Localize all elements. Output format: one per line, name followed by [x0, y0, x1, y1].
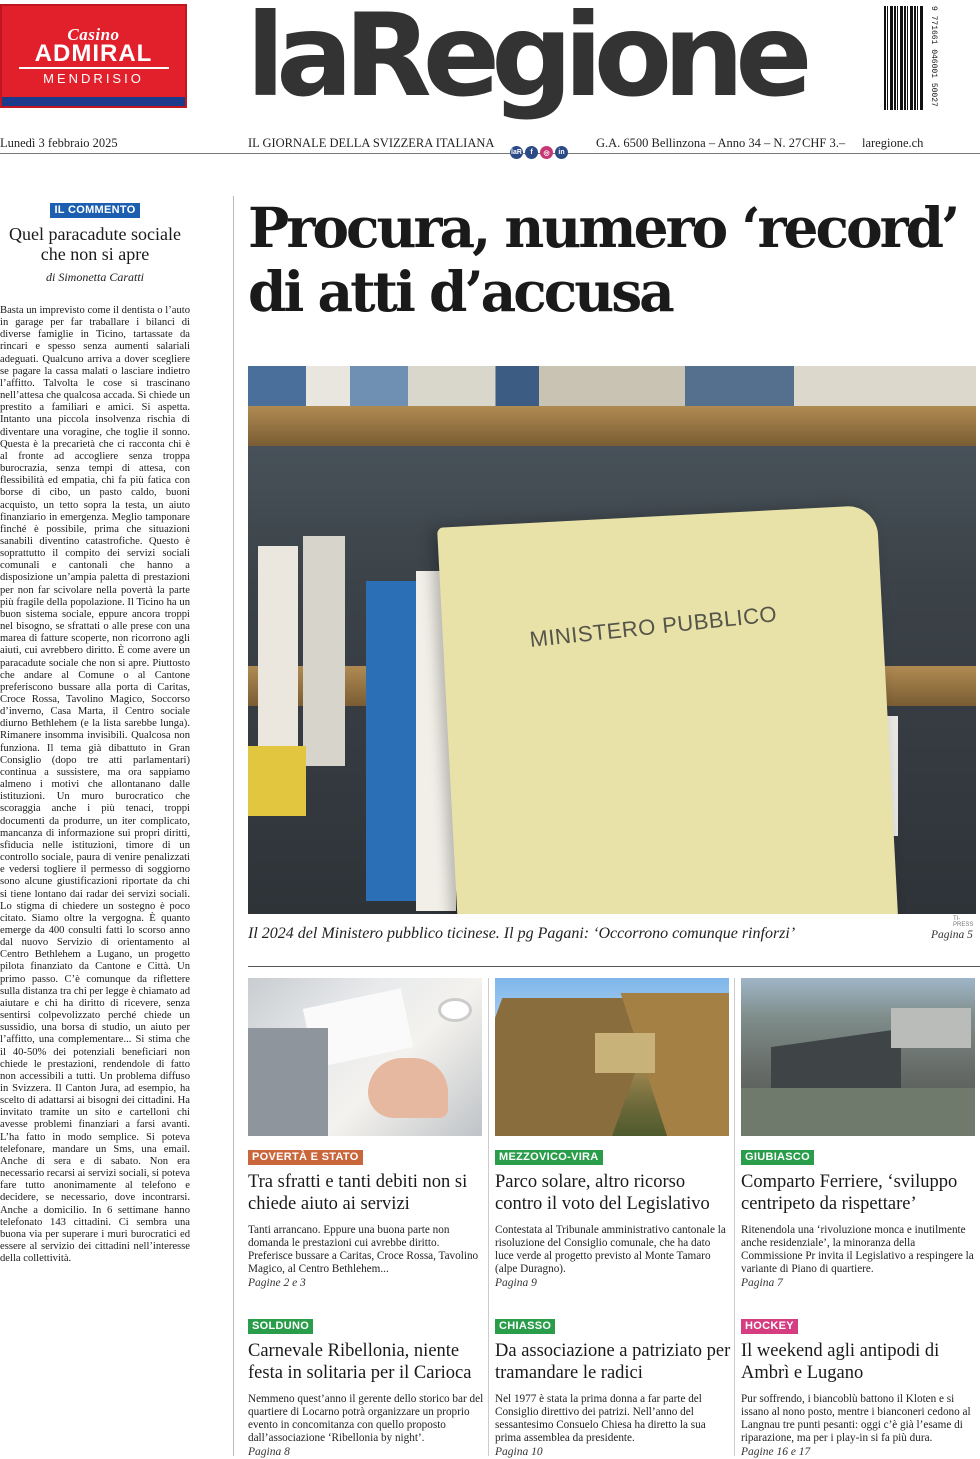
arm-shape [248, 1028, 328, 1136]
ad-divider [19, 67, 169, 69]
newspaper-logo[interactable]: laRegione [246, 0, 804, 122]
story-tag: HOCKEY [741, 1319, 798, 1334]
story-page[interactable]: Pagina 10 [495, 1446, 543, 1458]
story-page[interactable]: Pagina 9 [495, 1277, 537, 1289]
yellow-binder [248, 746, 306, 816]
issue-date: Lunedì 3 febbraio 2025 [0, 136, 118, 150]
folder-label: MINISTERO PUBBLICO [528, 601, 779, 653]
story-image-bills[interactable] [248, 978, 482, 1136]
story-title[interactable]: Parco solare, altro ricorso contro il voto del Legislativo [495, 1172, 710, 1214]
column-divider [488, 978, 489, 1456]
story-chiasso [495, 1316, 731, 1458]
blue-binder [366, 581, 416, 901]
story-image-mountain[interactable] [495, 978, 729, 1136]
comment-author: di Simonetta Caratti [45, 270, 144, 284]
building [891, 1008, 971, 1048]
hand-shape [368, 1058, 448, 1118]
binder [303, 536, 345, 766]
story-body: Ritenendola una ‘rivoluzione monca e inutilmente anche residenziale’, la minoranza della Commissione Pr invita il Legislativo a respingere la variante di Piano di quartiere. [741, 1224, 974, 1275]
comment-body: Basta un imprevisto come il dentista o l’auto in garage per far traballare i bilanci di diverse famiglie in Ticino, tartassate da rincari e spesso senza aumenti salariali adeguati. Qualcuno arriva a dover scegliere se pagare la cassa malati o lasciare indietro l’affitto. Talvolta le cose si trascinano nell’attesa che qualcosa accada. Si chiede un prestito a familiari e amici. Si aspetta. Intanto una piccola insolvenza rischia di diventare una voragine, che toglie il sonno. Questa è la precarietà che ci racconta chi è al fronte ad accogliere senza troppa burocrazia, senza tempi di attesa, con flessibilità ed empatia, chi fa più fatica con borse di cibo, un pasto caldo, buoni acquisto, un tetto sopra la testa, un aiuto finanziario in emergenza. Meglio tamponare finché è possibile, prima che situazioni sanabili diventino catastrofiche. Questo è soprattutto il compito dei servizi sociali comunali e cantonali che hanno a disposizione un’ampia paletta di prestazioni per non far scivolare nella povertà la parte più fragile della popolazione. Il Ticino ha un buon sistema sociale, eppure ancora troppi nel bisogno, se sfrattati o alle prese con una marea di fatture scoperte, non ricorrono agli aiuti, cui avrebbero diritto. È come avere un paracadute sociale che non si apre. Piuttosto che andare al Comune o al Cantone preferiscono bussare alla porta di Caritas, Croce Rossa, Tavolino Magico, Soccorso d’inverno, Casa Marta, il Centro sociale diurno Bethlehem (e la lista sarebbe lunga). Rimanere insomma invisibili. Qualcosa non funziona. Il tema già dibattuto in Gran Consiglio (dopo tre atti parlamentari) continua a sussistere, ma ora sappiamo almeno i motivi che allontanano dalle istituzioni. Un muro burocratico che scoraggia anche i più tenaci, troppi documenti da produrre, un iter complicato, mancanza di informazione sui propri diritti, sfiducia nelle istituzioni, timore di un controllo sociale, paura di venire penalizzati e vedersi togliere il permesso di soggiorno sono alcune giustificazioni riportate da chi si tiene lontano dai radar dei servizi sociali. Lo stigma di chiedere un sostegno è poco citato. Siamo oltre la vergogna. È quanto emerge da 400 consulti fatti lo scorso anno dal nuovo Servizio di orientamento al Centro Bethlehem a Lugano, un progetto pilota finanziato da Cantone e Città. Un primo passo. C’è comunque da riflettere sulla distanza tra chi per legge è chiamato ad aiutare e chi ha diritto di ricevere, senza sentirsi colpevolizzato perché chiede un sussidio, una borsa di studio, un aiuto per l’affitto, una complementare... Si stima che il 40-50% dei potenziali beneficiari non chiede le prestazioni, rendendole di fatto non accessibili a tutti. Un problema diffuso in Svizzera. Il Canton Jura, ad esempio, ha scelto di adattarsi ai bisogni dei cittadini. Ha invitato tramite un sito e cartellonì chi avesse problemi finanziari a farsi avanti. L’ha fatto in modo semplice. Si poteva telefonare, mandare un Sms, una email. Anche di sera e di sabato. Non era necessario recarsi ai servizi sociali, si poteva fare tutto anonimamente al telefono e decidere, se necessario, dove incontrarsi. Anche a domicilio. In 6 settimane hanno telefonato 143 cittadini. Ci sembra una buona via per superare i muri burocratici ed essere al servizio dei cittadini nell’interesse della collettività. [0, 305, 191, 1265]
masthead-rule [0, 153, 980, 154]
facebook-icon[interactable]: f [525, 146, 538, 159]
barcode [884, 6, 924, 110]
story-page[interactable]: Pagine 2 e 3 [248, 1277, 306, 1289]
tagline: IL GIORNALE DELLA SVIZZERA ITALIANA [248, 136, 495, 150]
lar-icon[interactable]: laR [510, 146, 523, 159]
story-mezzovico [495, 1147, 731, 1289]
section-rule [248, 966, 980, 967]
story-tag: CHIASSO [495, 1319, 555, 1334]
main-headline[interactable]: Procura, numero ‘record’ di atti d’accusa [248, 195, 958, 324]
story-tag: GIUBIASCO [741, 1150, 814, 1165]
story-tag: SOLDUNO [248, 1319, 313, 1334]
binder [258, 546, 298, 746]
story-giubiasco [741, 1147, 977, 1289]
price: CHF 3.– [802, 136, 846, 150]
story-hockey [741, 1316, 977, 1458]
website-link[interactable]: laregione.ch [862, 136, 924, 150]
story-tag: MEZZOVICO-VIRA [495, 1150, 603, 1165]
caption-page[interactable]: Pagina 5 [931, 929, 973, 941]
shelf [248, 406, 976, 446]
column-divider [734, 978, 735, 1456]
story-page[interactable]: Pagina 8 [248, 1446, 290, 1458]
ministero-folder [437, 505, 899, 914]
valley [595, 1033, 655, 1073]
story-page[interactable]: Pagine 16 e 17 [741, 1446, 811, 1458]
comment-tag: IL COMMENTO [50, 203, 139, 218]
story-title[interactable]: Tra sfratti e tanti debiti non si chiede aiuto ai servizi [248, 1172, 468, 1214]
comment-title[interactable]: Quel paracadute sociale che non si apre [9, 224, 181, 264]
ground [741, 1088, 975, 1136]
photo-credit: TI-PRESS [953, 916, 974, 928]
story-tag: POVERTÀ E STATO [248, 1150, 363, 1165]
main-photo[interactable] [248, 366, 976, 914]
instagram-icon[interactable]: ◎ [540, 146, 553, 159]
issue-info: G.A. 6500 Bellinzona – Anno 34 – N. 27 [596, 136, 802, 150]
books-top [248, 366, 976, 406]
story-body: Nemmeno quest’anno il gerente dello storico bar del quartiere di Locarno potrà organizzare un proprio evento in concomitanza con quello proposto dall’associazione ‘Ribellonia by night’. [248, 1393, 484, 1444]
story-title[interactable]: Carnevale Ribellonia, niente festa in solitaria per il Carioca [248, 1341, 472, 1383]
social-links [510, 146, 568, 159]
story-page[interactable]: Pagina 7 [741, 1277, 783, 1289]
column-divider [233, 196, 234, 1456]
barcode-number: 9 771661 046001 50027 [929, 6, 938, 107]
ad-admiral-text: ADMIRAL [34, 39, 153, 67]
story-body: Pur soffrendo, i biancoblù battono il Kloten e si issano al nono posto, mentre i bianconeri cedono al Langnau tre punti pesanti: oggi c’è già l’esame di riparazione, ma per i play-in si fa più dura. [741, 1393, 971, 1444]
story-body: Nel 1977 è stata la prima donna a far parte del Consiglio direttivo dei patrizi. Nell’anno del sessantesimo Consuelo Chiesa ha diretto la sua prima assemblea da presidente. [495, 1393, 706, 1444]
story-body: Contestata al Tribunale amministrativo cantonale la risoluzione del Consiglio comunale, che ha dato luce verde al progetto previsto al Monte Tamaro (alpe Duragno). [495, 1224, 726, 1275]
linkedin-icon[interactable]: in [555, 146, 568, 159]
casino-admiral-ad[interactable] [0, 4, 187, 108]
story-solduno [248, 1316, 484, 1458]
ad-blue-band [2, 97, 185, 106]
story-title[interactable]: Il weekend agli antipodi di Ambrì e Lugano [741, 1341, 940, 1383]
story-title[interactable]: Da associazione a patriziato per tramandare le radici [495, 1341, 731, 1383]
ad-casino-text: Casino [67, 24, 120, 44]
ad-mendrisio-text: MENDRISIO [43, 70, 144, 86]
story-title[interactable]: Comparto Ferriere, ‘sviluppo centripeto da rispettare’ [741, 1172, 958, 1214]
story-body: Tanti arrancano. Eppure una buona parte non domanda le prestazioni cui avrebbe diritto. Preferisce bussare a Caritas, Croce Rossa, Tavolino Magico, al Centro Bethlehem... [248, 1224, 479, 1275]
story-image-industrial[interactable] [741, 978, 975, 1136]
comment-column [0, 196, 190, 1265]
photo-caption: Il 2024 del Ministero pubblico ticinese. Il pg Pagani: ‘Occorrono comunque rinforzi’ [248, 925, 796, 942]
cup-shape [438, 998, 472, 1022]
story-poverta [248, 1147, 484, 1289]
